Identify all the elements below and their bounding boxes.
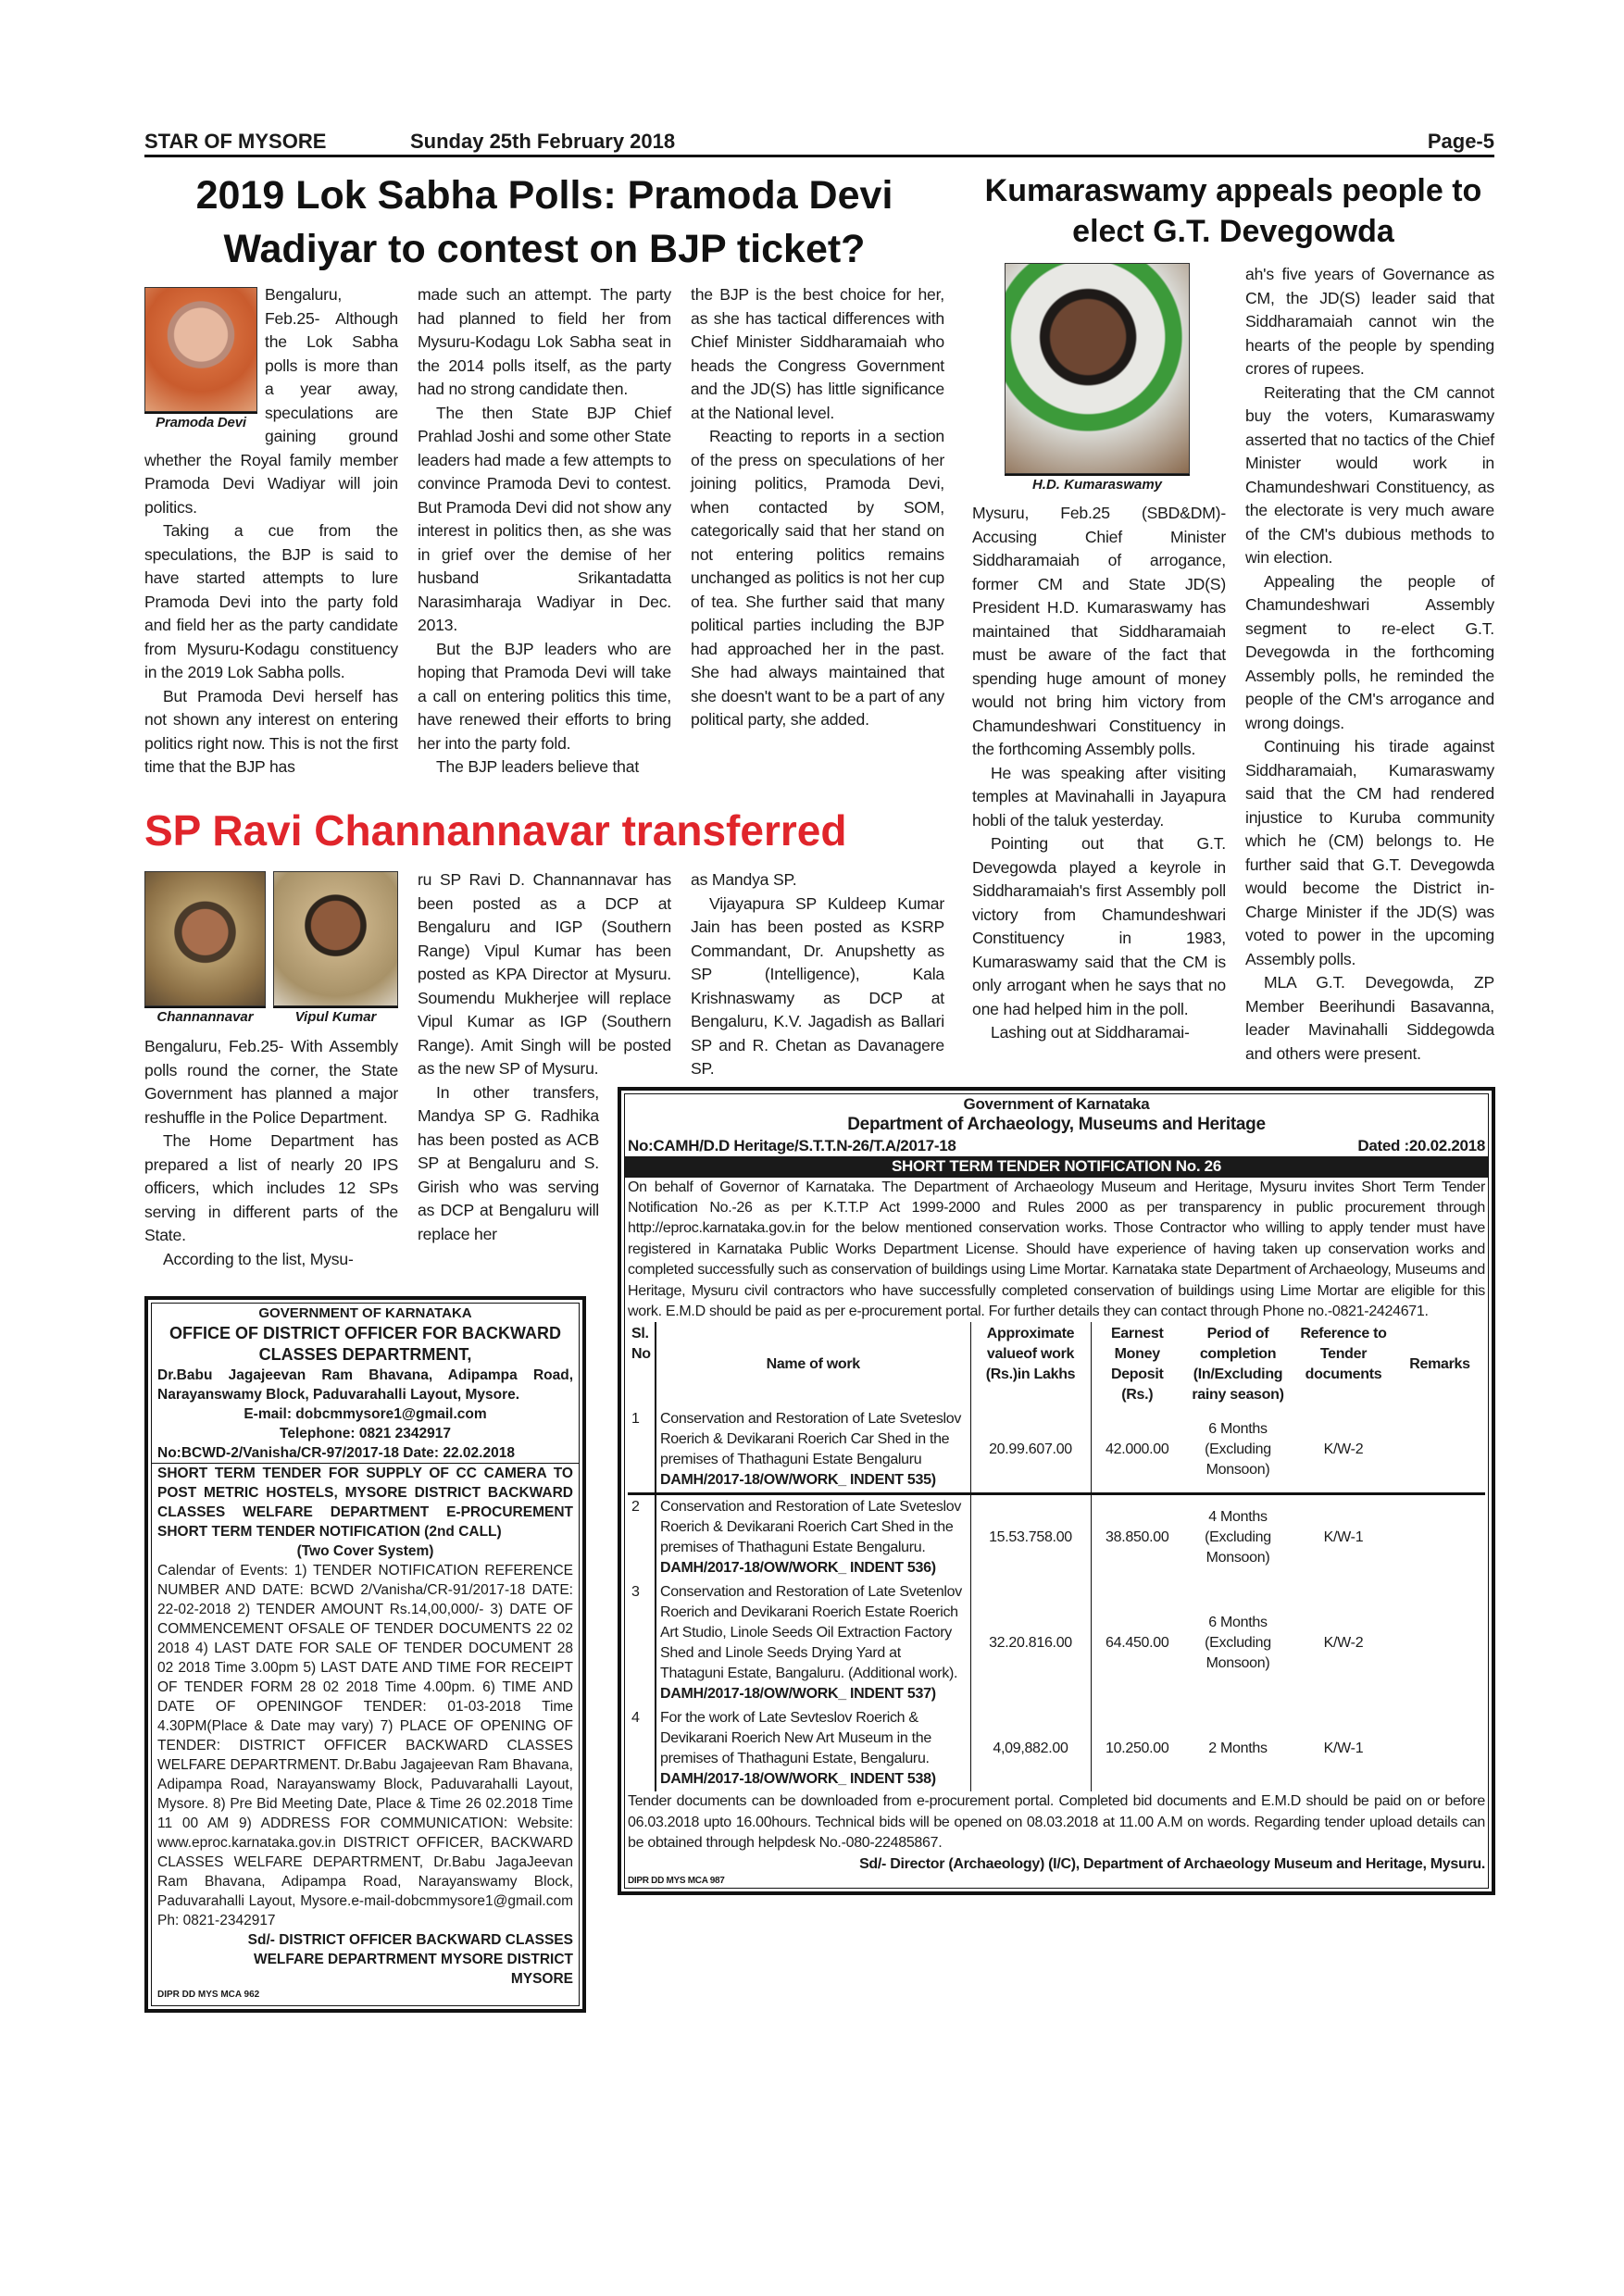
emd-cell: 42.000.00 — [1106, 1441, 1169, 1458]
col-header-emd: Earnest Money Deposit (Rs.) — [1110, 1326, 1164, 1404]
paragraph: MLA G.T. Devegowda, ZP Member Beerihundi Basavanna, leader Mavinahalli Siddegowda and others were present. — [1245, 973, 1494, 1063]
ad-banner: SHORT TERM TENDER NOTIFICATION No. 26 — [625, 1156, 1488, 1177]
col-header-sl: Sl. No — [628, 1322, 656, 1407]
kumaraswamy-photo-block — [1005, 263, 1190, 494]
ad-reference: No:BCWD-2/Vanisha/CR-97/2017-18 Date: 22.02.2018 — [152, 1443, 579, 1464]
sl-cell: 3 — [628, 1580, 656, 1706]
paragraph: Appealing the people of Chamundeshwari Assembly segment to re-elect G.T. Devegowda in the forthcoming Assembly polls, he reminded the people of the CM's arrogance and wrong doings. — [1245, 571, 1494, 732]
pramoda-devi-photo — [144, 287, 257, 412]
paragraph: Pointing out that G.T. Devegowda played a keyrole in Siddharamaiah's first Assembly poll victory from Chamundeshwari Constituency in 1983, Kumaraswamy said that the CM is only arrogant when he says that no one had helped him in the poll. — [972, 834, 1226, 1018]
remarks-cell — [1394, 1706, 1485, 1791]
ad-intro: On behalf of Governor of Karnataka. The Department of Archaeology Museum and Heritage, Mysuru invites Short Term Tender Notification No.-26 as per K.T.T.P Act 1999-2000 and Rules 2000 as per transparency in public procurement through http://eproc.karnataka.gov.in for the below mentioned conservation works. Those Contractor who willing to apply tender must have registered in Karnataka Public Works Department License. Should have experience of having taken up conservation works and completed successfully such as conservation of buildings using Lime Mortar. Karnataka state Department of Archaeology, Museums and Heritage, Mysuru civil contractors who have successfully completed conservation of buildings using Lime Mortar are eligible for this work. E.M.D should be paid as per e-procurement portal. For further details they can contact through Phone no.-0821-2424671. — [628, 1179, 1485, 1320]
col-header-period: Period of completion (In/Excluding rainy season) — [1192, 1326, 1284, 1404]
ad-phone: Telephone: 0821 2342917 — [280, 1426, 451, 1441]
ad-footer: Tender documents can be downloaded from e-procurement portal. Completed bid documents and E.M.D should be paid on or before 06.03.2018 upto 16.00hours. Technical bids will be opened on 08.03.2018 at 11.00 A.M on words. Regarding tender upload details can be obtained through helpdesk No.-080-22485867. — [628, 1793, 1485, 1852]
photo-caption: Pramoda Devi — [144, 412, 257, 432]
col-header-reference: Reference to Tender documents — [1300, 1326, 1387, 1383]
article3-col1 — [972, 502, 1226, 1045]
reference-cell: K/W-1 — [1323, 1741, 1364, 1757]
indent-code: DAMH/2017-18/OW/WORK_ INDENT 537) — [660, 1686, 936, 1703]
headline-sp-ravi: SP Ravi Channannavar transferred — [144, 806, 847, 855]
photo-caption: Channannavar — [144, 1006, 266, 1027]
name-cell — [656, 1494, 970, 1581]
paragraph: Lashing out at Siddharamai- — [991, 1023, 1190, 1042]
emd-cell: 64.450.00 — [1106, 1635, 1169, 1652]
ad-signature: Sd/- DISTRICT OFFICER BACKWARD CLASSES WELFARE DEPARTRMENT MYSORE DISTRICT MYSORE — [247, 1932, 573, 1987]
pramoda-photo-block — [144, 287, 257, 432]
period-cell: 2 Months — [1208, 1741, 1268, 1757]
table-row — [628, 1706, 1485, 1791]
remarks-cell — [1394, 1494, 1485, 1581]
sl-cell: 1 — [628, 1407, 656, 1494]
paragraph: Reacting to reports in a section of the press on speculations of her joining politics, Pramoda Devi, when contacted by SOM, categorically said that her stand on not entering politics remains unchanged as politics is not her cup of tea. She further said that many political parties including the BJP had approached her in the past. She had always maintained that she doesn't want to be a part of any political party, she added. — [691, 427, 944, 729]
ad-signature: Sd/- Director (Archaeology) (I/C), Department of Archaeology Museum and Heritage, Mysuru. — [859, 1855, 1485, 1872]
article2-col1 — [144, 1035, 398, 1271]
paragraph: Mysuru, Feb.25 (SBD&DM)- Accusing Chief Minister Siddharamaiah of arrogance, former CM and State JD(S) President H.D. Kumaraswamy has maintained that Siddharamaiah must be aware of the fact that spending huge amount of money would not bring him victory from Chamundeshwari Constituency in the forthcoming Assembly polls. — [972, 504, 1226, 758]
paragraph: the BJP is the best choice for her, as she has tactical differences with Chief Minister Siddharamaiah who heads the Congress Government and the JD(S) has little significance at the National level. — [691, 285, 944, 422]
value-cell: 15.53.758.00 — [970, 1494, 1091, 1581]
ad-email: E-mail: dobcmmysore1@gmail.com — [244, 1406, 487, 1422]
ad-reference: No:CAMH/D.D Heritage/S.T.T.N-26/T.A/2017-18 — [628, 1136, 956, 1154]
ad-dated: Dated :20.02.2018 — [1357, 1136, 1485, 1154]
reference-cell: K/W-2 — [1323, 1441, 1364, 1458]
photo-caption: Vipul Kumar — [273, 1006, 398, 1027]
paragraph: The Home Department has prepared a list of nearly 20 IPS officers, which includes 12 SPs serving in different parts of the State. — [144, 1131, 398, 1244]
remarks-cell — [1394, 1407, 1485, 1494]
paragraph: Bengaluru, Feb.25- With Assembly polls round the corner, the State Government has planned a major reshuffle in the Police Department. — [144, 1037, 398, 1127]
period-cell: 6 Months (Excluding Monsoon) — [1205, 1421, 1271, 1479]
paragraph: ru SP Ravi D. Channannavar has been posted as a DCP at Bengaluru and IGP (Southern Range) Vipul Kumar has been posted as KPA Director at Mysuru. Soumendu Mukherjee will replace Vipul Kumar as IGP (Southern Range). Amit Singh will be posted as the new SP of Mysuru. — [418, 870, 671, 1078]
paragraph: ah's five years of Governance as CM, the JD(S) leader said that Siddharamaiah cannot win the hearts of the people by spending crores of rupees. — [1245, 265, 1494, 378]
backward-classes-tender-ad — [144, 1296, 586, 2013]
archaeology-tender-ad — [618, 1087, 1495, 1895]
article3-col2 — [1245, 263, 1494, 1066]
paragraph: as Mandya SP. — [691, 870, 797, 889]
remarks-cell — [1394, 1580, 1485, 1706]
photo-caption: H.D. Kumaraswamy — [1005, 474, 1190, 494]
ad-address: Dr.Babu Jagajeevan Ram Bhavana, Adipampa Road, Narayanswamy Block, Paduvarahalli Layout, Mysore. — [157, 1367, 573, 1403]
table-row — [628, 1494, 1485, 1581]
sl-cell: 4 — [628, 1706, 656, 1791]
indent-code: DAMH/2017-18/OW/WORK_ INDENT 535) — [660, 1472, 936, 1489]
channannavar-photo — [144, 871, 266, 1006]
table-row — [628, 1580, 1485, 1706]
indent-code: DAMH/2017-18/OW/WORK_ INDENT 536) — [660, 1560, 936, 1577]
value-cell: 32.20.816.00 — [970, 1580, 1091, 1706]
paragraph: Taking a cue from the speculations, the BJP is said to have started attempts to lure Pramoda Devi into the party fold and field her as the party candidate from Mysuru-Kodagu constituency in the 2019 Lok Sabha polls. — [144, 521, 398, 681]
article2-col3 — [691, 868, 944, 1081]
paragraph: made such an attempt. The party had planned to field her from Mysuru-Kodagu Lok Sabha seat in the 2014 polls itself, as the party had no strong candidate then. — [418, 285, 671, 398]
name-cell — [656, 1706, 970, 1791]
reference-cell: K/W-1 — [1323, 1529, 1364, 1546]
issue-date: Sunday 25th February 2018 — [410, 130, 676, 153]
masthead — [144, 130, 1494, 157]
paragraph: The then State BJP Chief Prahlad Joshi and some other State leaders had made a few attempts to convince Pramoda Devi to contest. But Pramoda Devi did not show any interest in politics then, as she was in grief over the demise of her husband Srikantadatta Narasimharaja Wadiyar in Dec. 2013. — [418, 403, 671, 634]
page-number: Page-5 — [1427, 130, 1494, 153]
vipul-kumar-photo-block — [273, 871, 398, 1027]
paragraph: In other transfers, Mandya SP G. Radhika has been posted as ACB SP at Bengaluru and S. Girish who was serving as DCP at Bengaluru will replace her — [418, 1082, 599, 1243]
paper-name: STAR OF MYSORE — [144, 130, 327, 153]
name-cell — [656, 1407, 970, 1494]
paragraph: But the BJP leaders who are hoping that Pramoda Devi will take a call on entering politics this time, have renewed their efforts to bring her into the party fold. — [418, 639, 671, 753]
col-header-remarks: Remarks — [1409, 1356, 1470, 1373]
tender-table — [628, 1322, 1485, 1791]
paragraph: Continuing his tirade against Siddharamaiah, Kumaraswamy said that the CM had rendered injustice to Kuruba community which he (CM) belongs to. He further said that G.T. Devegowda would become the District in-Charge Minister if the JD(S) was voted to power in the upcoming Assembly polls. — [1245, 737, 1494, 968]
work-name: Conservation and Restoration of Late Sveteslov Roerich & Devikarani Roerich Car Shed in the premises of Thathaguni Estate Bengaluru — [660, 1411, 962, 1468]
article1-col3 — [691, 283, 944, 732]
article1-col1 — [144, 283, 398, 780]
table-header-row — [628, 1322, 1485, 1407]
kumaraswamy-photo — [1005, 263, 1190, 474]
reference-cell: K/W-2 — [1323, 1635, 1364, 1652]
ad-gov-title: GOVERNMENT OF KARNATAKA — [258, 1305, 472, 1321]
paragraph: Bengaluru, Feb.25- Although the Lok Sabha polls is more than a year away, speculations are gaining ground whether the Royal family member Pramoda Devi Wadiyar will join politics. — [144, 285, 398, 517]
ad-tender-title: SHORT TERM TENDER FOR SUPPLY OF CC CAMERA TO POST METRIC HOSTELS, MYSORE DISTRICT BACKWARD CLASSES WELFARE DEPARTMENT E-PROCUREMENT SHORT TERM TENDER NOTIFICATION (2nd CALL) — [157, 1466, 573, 1540]
emd-cell: 10.250.00 — [1106, 1741, 1169, 1757]
vipul-kumar-photo — [273, 871, 398, 1006]
value-cell: 4,09,882.00 — [970, 1706, 1091, 1791]
ad-dept-title: Department of Archaeology, Museums and Heritage — [847, 1115, 1266, 1135]
paragraph: Vijayapura SP Kuldeep Kumar Jain has been posted as KSRP Commandant, Dr. Anupshetty as SP (Intelligence), Kala Krishnaswamy as DCP at Bengaluru, K.V. Jagadish as Ballari SP and R. Chetan as Davanagere SP. — [691, 893, 944, 1078]
ad-gov-title: Government of Karnataka — [963, 1095, 1150, 1113]
table-row — [628, 1407, 1485, 1494]
ad-office-title: OFFICE OF DISTRICT OFFICER FOR BACKWARD CLASSES DEPARTRMENT, — [169, 1324, 561, 1364]
col-header-value: Approximate valueof work (Rs.)in Lakhs — [970, 1322, 1091, 1407]
col-header-name: Name of work — [656, 1322, 970, 1407]
ad-cover-system: (Two Cover System) — [296, 1543, 434, 1559]
ad-code: DIPR DD MYS MCA 962 — [157, 1990, 260, 2000]
ad-calendar-body: Calendar of Events: 1) TENDER NOTIFICATION REFERENCE NUMBER AND DATE: BCWD 2/Vanisha/CR-91/2017-18 DATE: 22-02-2018 2) TENDER AMOUNT Rs.14,00,000/- 3) DATE OF COMMENCEMENT OFSALE OF TENDER DOCUMENTS 22 02 2018 4) LAST DATE FOR SALE OF TENDER DOCUMENT 28 02 2018 Time 3.00pm 5) LAST DATE AND TIME FOR RECEIPT OF TENDER FORM 28 02 2018 Time 4.00pm. 6) TIME AND DATE OF OPENINGOF TENDER: 01-03-2018 Time 4.30PM(Place & Date may vary) 7) PLACE OF OPENING OF TENDER: DISTRICT OFFICER BACKWARD CLASSES WELFARE DEPARTRMENT. Dr.Babu Jagajeevan Ram Bhavana, Adipampa Road, Narayanswamy Block, Paduvarahalli Layout, Mysore. 8) Pre Bid Meeting Date, Place & Time 26 02.2018 Time 11 00 AM 9) ADDRESS FOR COMMUNICATION: Website: www.eproc.karnataka.gov.in DISTRICT OFFICER, BACKWARD CLASSES WELFARE DEPARTRMENT, Dr.Babu JagaJeevan Ram Bhavana, Adipampa Road, Narayanswamy Block, Paduvarahalli Layout, Mysore.e-mail-dobcmmysore1@gmail.com Ph: 0821-2342917 — [157, 1563, 573, 1928]
channannavar-photo-block — [144, 871, 266, 1027]
sl-cell: 2 — [628, 1494, 656, 1581]
ad-code: DIPR DD MYS MCA 987 — [628, 1876, 725, 1887]
paragraph: Reiterating that the CM cannot buy the voters, Kumaraswamy asserted that no tactics of the Chief Minister would work in Chamundeshwari Constituency, as the electorate is very much aware of the CM's dubious methods to win election. — [1245, 382, 1494, 567]
paragraph: According to the list, Mysu- — [163, 1249, 354, 1268]
indent-code: DAMH/2017-18/OW/WORK_ INDENT 538) — [660, 1771, 936, 1788]
value-cell: 20.99.607.00 — [970, 1407, 1091, 1494]
period-cell: 6 Months (Excluding Monsoon) — [1205, 1615, 1271, 1672]
work-name: Conservation and Restoration of Late Svetenlov Roerich and Devikarani Roerich Estate Roerich Art Studio, Linole Seeds Oil Extraction Factory Shed and Linole Seeds Drying Yard at Thataguni Estate, Bangaluru. (Additional work). — [660, 1584, 962, 1682]
work-name: Conservation and Restoration of Late Sveteslov Roerich & Devikarani Roerich Cart Shed in the premises of Thathaguni Estate Bengaluru. — [660, 1499, 962, 1556]
paragraph: The BJP leaders believe that — [436, 757, 640, 776]
paragraph: He was speaking after visiting temples at Mavinahalli in Jayapura hobli of the taluk yesterday. — [972, 763, 1226, 830]
period-cell: 4 Months (Excluding Monsoon) — [1205, 1509, 1271, 1566]
name-cell — [656, 1580, 970, 1706]
emd-cell: 38.850.00 — [1106, 1529, 1169, 1546]
headline-pramoda: 2019 Lok Sabha Polls: Pramoda Devi Wadiyar to contest on BJP ticket? — [195, 173, 893, 271]
article1-col2 — [418, 283, 671, 780]
paragraph: But Pramoda Devi herself has not shown any interest on entering politics right now. This is not the first time that the BJP has — [144, 686, 398, 776]
headline-kumaraswamy: Kumaraswamy appeals people to elect G.T. Devegowda — [984, 173, 1482, 249]
work-name: For the work of Late Sevteslov Roerich & Devikarani Roerich New Art Museum in the premises of Thathaguni Estate, Bengaluru. — [660, 1710, 932, 1767]
